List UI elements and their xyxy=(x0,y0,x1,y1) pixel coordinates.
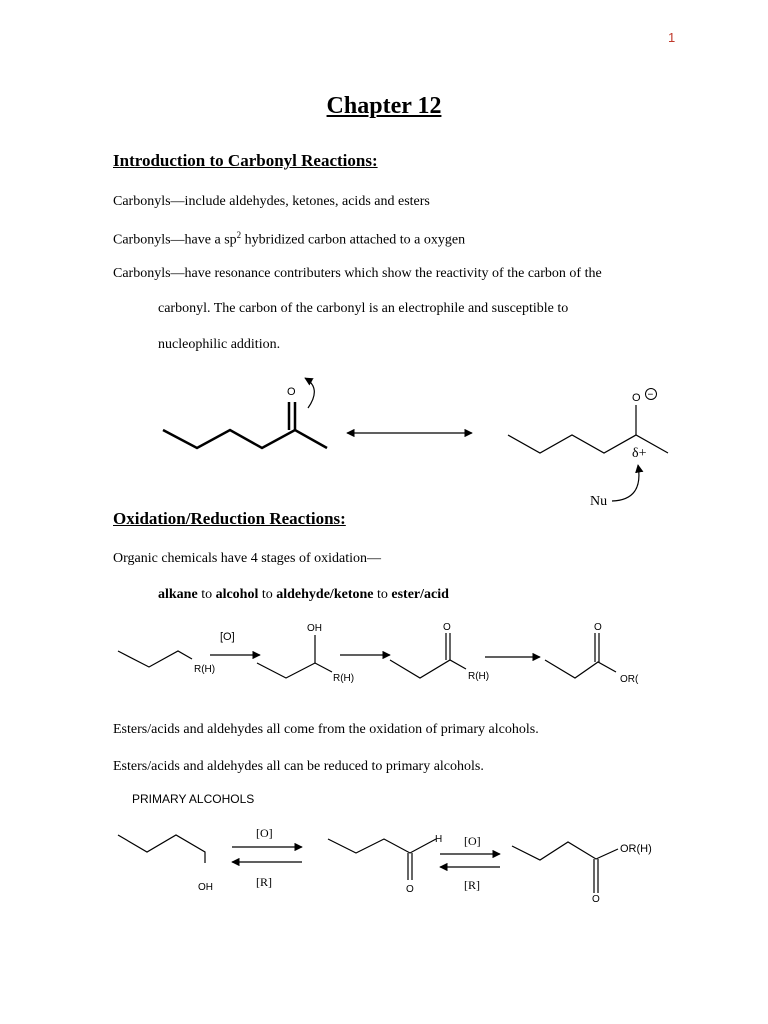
primary-alcohols-label: PRIMARY ALCOHOLS xyxy=(132,792,255,806)
o-label-3: O xyxy=(594,622,602,633)
ester-acid-structure xyxy=(512,842,618,860)
o-label-left: O xyxy=(287,386,296,398)
section3-line-1: Esters/acids and aldehydes all come from the oxidation of primary alcohols. xyxy=(113,722,539,737)
delta-plus-label: δ+ xyxy=(632,446,647,461)
oxidation-sequence-figure xyxy=(110,615,650,690)
to-3: to xyxy=(373,587,392,602)
stage-aldehyde-ketone: aldehyde/ketone xyxy=(276,587,374,602)
hexanone-structure xyxy=(163,402,327,448)
oxidation-label-1: [O] xyxy=(256,826,273,840)
page-number: 1 xyxy=(668,30,676,45)
intro-line-2 xyxy=(113,230,465,249)
intro-line-3: Carbonyls—have resonance contributers which show the reactivity of the carbon of the xyxy=(113,266,602,281)
oxidation-line-1: Organic chemicals have 4 stages of oxidation— xyxy=(113,551,381,566)
reduction-label-2: [R] xyxy=(464,878,480,892)
rh-label-3: R(H) xyxy=(468,671,490,682)
nu-label: Nu xyxy=(590,494,608,509)
o-label-2: O xyxy=(443,622,451,633)
electron-arrow xyxy=(305,378,314,408)
aldehyde-structure xyxy=(328,839,436,853)
intro-line-5: nucleophilic addition. xyxy=(158,337,281,352)
or-h-label: OR(H) xyxy=(620,843,652,855)
sp2-superscript: 2 xyxy=(236,230,242,240)
oxidation-stages xyxy=(158,587,449,603)
ester-structure xyxy=(545,660,616,678)
alcohol-structure xyxy=(257,663,332,678)
resonance-figure xyxy=(150,370,710,520)
oh-label: OH xyxy=(307,623,322,634)
chapter-title: Chapter 12 xyxy=(326,93,442,119)
alkane-structure xyxy=(118,651,192,667)
reduction-label-1: [R] xyxy=(256,875,272,889)
to-2: to xyxy=(258,587,277,602)
minus-label: − xyxy=(647,389,654,401)
intro-line-2-post: hybridized carbon attached to a oxygen xyxy=(241,232,466,248)
stage-alcohol: alcohol xyxy=(215,587,259,602)
stage-alkane: alkane xyxy=(158,587,198,602)
intro-line-4: carbonyl. The carbon of the carbonyl is an electrophile and susceptible to xyxy=(158,301,569,316)
intro-line-2-pre: Carbonyls—have a sp xyxy=(113,232,237,248)
oxidation-label-2: [O] xyxy=(464,834,481,848)
intro-line-1: Carbonyls—include aldehydes, ketones, acids and esters xyxy=(113,194,430,209)
primary-alcohol-structure xyxy=(118,835,205,863)
section3-line-2: Esters/acids and aldehydes all can be reduced to primary alcohols. xyxy=(113,759,484,774)
or-label: OR( xyxy=(620,674,639,685)
oxidation-heading: Oxidation/Reduction Reactions: xyxy=(113,509,346,528)
rh-label-2: R(H) xyxy=(333,673,355,684)
stage-ester-acid: ester/acid xyxy=(391,587,449,602)
o-label-aldehyde: O xyxy=(406,884,414,895)
oh-label-primary: OH xyxy=(198,882,213,893)
rh-label-1: R(H) xyxy=(194,664,216,675)
o-label-right: O xyxy=(632,392,641,404)
h-label: H xyxy=(435,834,443,845)
intro-heading: Introduction to Carbonyl Reactions: xyxy=(113,151,378,170)
primary-alcohol-figure xyxy=(110,815,690,915)
oxidation-reagent-label: [O] xyxy=(220,631,235,643)
to-1: to xyxy=(197,587,216,602)
nucleophile-arrow xyxy=(612,465,639,501)
o-label-ester: O xyxy=(592,894,600,905)
aldehyde-structure xyxy=(390,660,466,678)
